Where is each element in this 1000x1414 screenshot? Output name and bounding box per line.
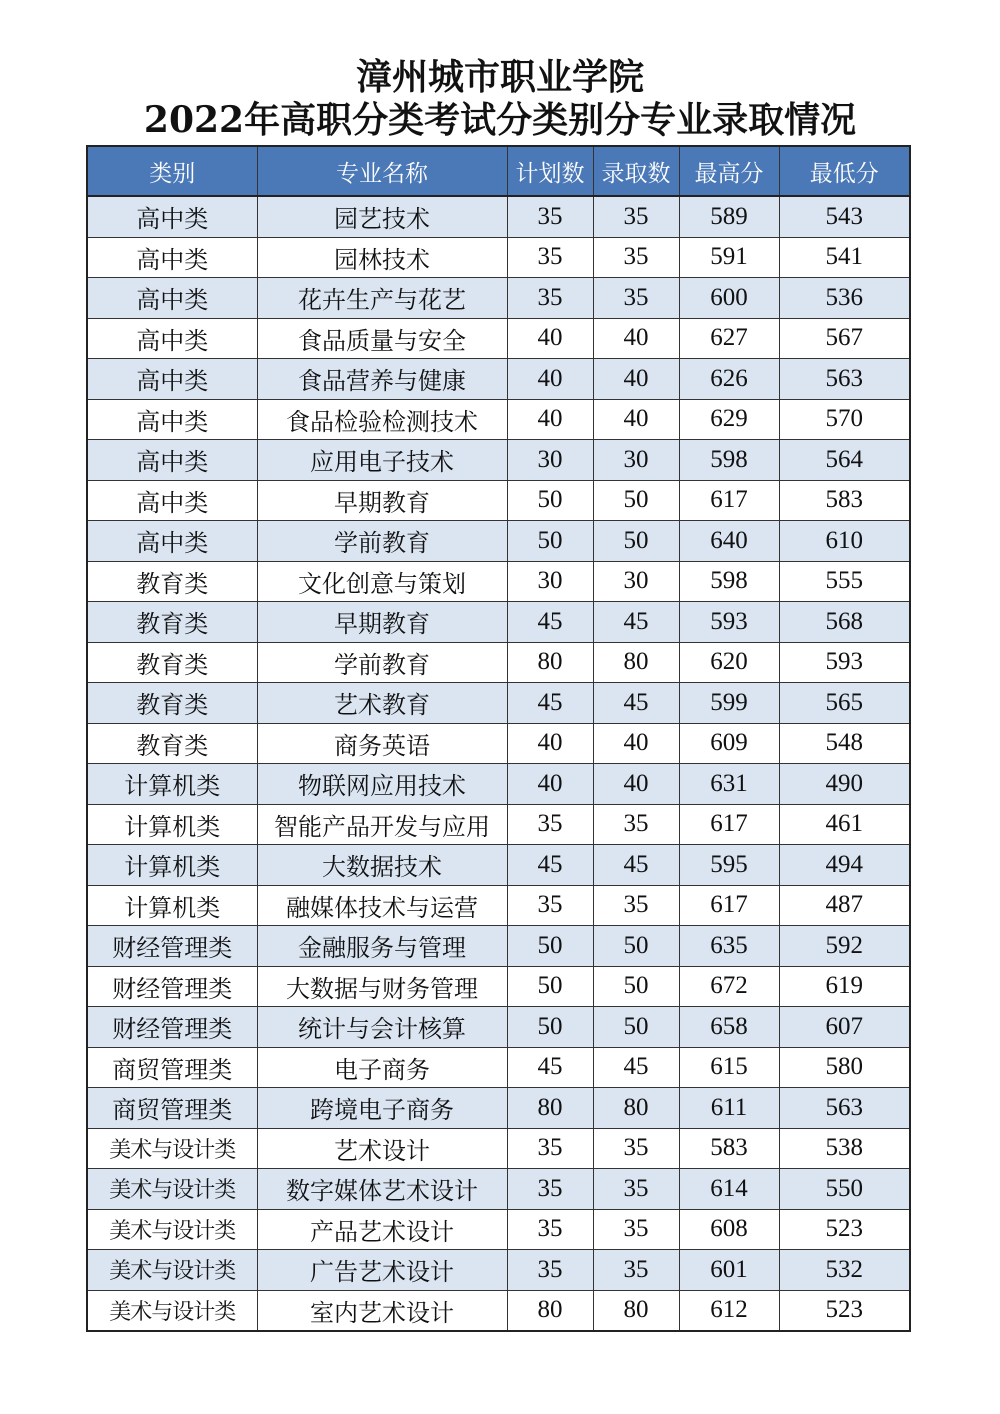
table-row	[87, 966, 910, 1007]
max-score-cell: 617	[679, 804, 779, 845]
admitted-cell: 50	[593, 480, 679, 521]
min-score-cell: 583	[779, 480, 910, 521]
table-row	[87, 1088, 910, 1129]
table-row	[87, 1047, 910, 1088]
max-score-cell: 612	[679, 1290, 779, 1331]
table-row	[87, 602, 910, 643]
plan-cell: 35	[507, 1128, 593, 1169]
major-cell: 花卉生产与花艺	[257, 278, 507, 319]
max-score-cell: 672	[679, 966, 779, 1007]
table-row	[87, 521, 910, 562]
category-cell: 教育类	[87, 723, 257, 764]
admitted-cell: 35	[593, 885, 679, 926]
table-body	[87, 196, 910, 1331]
admitted-cell: 40	[593, 764, 679, 805]
min-score-cell: 592	[779, 926, 910, 967]
table-row	[87, 399, 910, 440]
plan-cell: 40	[507, 359, 593, 400]
max-score-cell: 631	[679, 764, 779, 805]
document-subtitle: 2022年高职分类考试分类别分专业录取情况	[143, 99, 857, 141]
max-score-cell: 601	[679, 1250, 779, 1291]
header-max-score: 最高分	[679, 146, 779, 196]
major-cell: 统计与会计核算	[257, 1007, 507, 1048]
admitted-cell: 30	[593, 561, 679, 602]
admitted-cell: 50	[593, 926, 679, 967]
plan-cell: 40	[507, 399, 593, 440]
table-row	[87, 318, 910, 359]
min-score-cell: 564	[779, 440, 910, 481]
max-score-cell: 583	[679, 1128, 779, 1169]
major-cell: 物联网应用技术	[257, 764, 507, 805]
category-cell: 计算机类	[87, 804, 257, 845]
table-row	[87, 1209, 910, 1250]
plan-cell: 45	[507, 683, 593, 724]
admitted-cell: 35	[593, 278, 679, 319]
table-row	[87, 723, 910, 764]
plan-cell: 30	[507, 440, 593, 481]
plan-cell: 50	[507, 521, 593, 562]
category-cell: 美术与设计类	[87, 1128, 257, 1169]
admitted-cell: 50	[593, 1007, 679, 1048]
major-cell: 产品艺术设计	[257, 1209, 507, 1250]
max-score-cell: 640	[679, 521, 779, 562]
table-row	[87, 1290, 910, 1331]
max-score-cell: 589	[679, 196, 779, 237]
major-cell: 艺术设计	[257, 1128, 507, 1169]
category-cell: 商贸管理类	[87, 1047, 257, 1088]
admitted-cell: 45	[593, 602, 679, 643]
min-score-cell: 568	[779, 602, 910, 643]
table-row	[87, 440, 910, 481]
header-major: 专业名称	[257, 146, 507, 196]
max-score-cell: 598	[679, 440, 779, 481]
major-cell: 文化创意与策划	[257, 561, 507, 602]
admitted-cell: 35	[593, 1209, 679, 1250]
min-score-cell: 607	[779, 1007, 910, 1048]
major-cell: 大数据与财务管理	[257, 966, 507, 1007]
category-cell: 美术与设计类	[87, 1209, 257, 1250]
min-score-cell: 550	[779, 1169, 910, 1210]
category-cell: 教育类	[87, 561, 257, 602]
category-cell: 计算机类	[87, 885, 257, 926]
major-cell: 大数据技术	[257, 845, 507, 886]
major-cell: 室内艺术设计	[257, 1290, 507, 1331]
category-cell: 财经管理类	[87, 926, 257, 967]
major-cell: 商务英语	[257, 723, 507, 764]
admitted-cell: 30	[593, 440, 679, 481]
min-score-cell: 490	[779, 764, 910, 805]
table-row	[87, 926, 910, 967]
table-row	[87, 237, 910, 278]
admitted-cell: 35	[593, 1250, 679, 1291]
max-score-cell: 593	[679, 602, 779, 643]
admitted-cell: 40	[593, 723, 679, 764]
admitted-cell: 35	[593, 196, 679, 237]
max-score-cell: 614	[679, 1169, 779, 1210]
min-score-cell: 580	[779, 1047, 910, 1088]
category-cell: 美术与设计类	[87, 1250, 257, 1291]
table-row	[87, 885, 910, 926]
plan-cell: 45	[507, 1047, 593, 1088]
major-cell: 智能产品开发与应用	[257, 804, 507, 845]
admitted-cell: 40	[593, 318, 679, 359]
min-score-cell: 563	[779, 1088, 910, 1129]
max-score-cell: 609	[679, 723, 779, 764]
major-cell: 学前教育	[257, 642, 507, 683]
max-score-cell: 600	[679, 278, 779, 319]
major-cell: 园艺技术	[257, 196, 507, 237]
admitted-cell: 35	[593, 1128, 679, 1169]
category-cell: 财经管理类	[87, 966, 257, 1007]
max-score-cell: 598	[679, 561, 779, 602]
category-cell: 高中类	[87, 440, 257, 481]
min-score-cell: 563	[779, 359, 910, 400]
min-score-cell: 543	[779, 196, 910, 237]
table-row	[87, 1169, 910, 1210]
category-cell: 商贸管理类	[87, 1088, 257, 1129]
min-score-cell: 487	[779, 885, 910, 926]
min-score-cell: 593	[779, 642, 910, 683]
plan-cell: 50	[507, 926, 593, 967]
admitted-cell: 80	[593, 1088, 679, 1129]
admitted-cell: 35	[593, 1169, 679, 1210]
plan-cell: 35	[507, 1169, 593, 1210]
major-cell: 食品营养与健康	[257, 359, 507, 400]
major-cell: 应用电子技术	[257, 440, 507, 481]
table-row	[87, 359, 910, 400]
table-row	[87, 1007, 910, 1048]
max-score-cell: 635	[679, 926, 779, 967]
max-score-cell: 599	[679, 683, 779, 724]
table-row	[87, 278, 910, 319]
max-score-cell: 620	[679, 642, 779, 683]
min-score-cell: 541	[779, 237, 910, 278]
min-score-cell: 523	[779, 1209, 910, 1250]
table-row	[87, 480, 910, 521]
category-cell: 高中类	[87, 318, 257, 359]
major-cell: 食品检验检测技术	[257, 399, 507, 440]
header-category: 类别	[87, 146, 257, 196]
plan-cell: 50	[507, 480, 593, 521]
plan-cell: 30	[507, 561, 593, 602]
category-cell: 高中类	[87, 237, 257, 278]
header-min-score: 最低分	[779, 146, 910, 196]
max-score-cell: 658	[679, 1007, 779, 1048]
min-score-cell: 461	[779, 804, 910, 845]
category-cell: 计算机类	[87, 764, 257, 805]
admitted-cell: 50	[593, 521, 679, 562]
admitted-cell: 40	[593, 359, 679, 400]
min-score-cell: 548	[779, 723, 910, 764]
table-row	[87, 764, 910, 805]
table-row	[87, 1250, 910, 1291]
category-cell: 高中类	[87, 359, 257, 400]
table-row	[87, 1128, 910, 1169]
plan-cell: 80	[507, 642, 593, 683]
category-cell: 美术与设计类	[87, 1290, 257, 1331]
min-score-cell: 619	[779, 966, 910, 1007]
plan-cell: 35	[507, 1209, 593, 1250]
max-score-cell: 627	[679, 318, 779, 359]
admitted-cell: 80	[593, 642, 679, 683]
major-cell: 金融服务与管理	[257, 926, 507, 967]
category-cell: 教育类	[87, 683, 257, 724]
table-row	[87, 561, 910, 602]
plan-cell: 80	[507, 1290, 593, 1331]
major-cell: 早期教育	[257, 480, 507, 521]
min-score-cell: 610	[779, 521, 910, 562]
plan-cell: 35	[507, 885, 593, 926]
major-cell: 艺术教育	[257, 683, 507, 724]
category-cell: 教育类	[87, 642, 257, 683]
min-score-cell: 532	[779, 1250, 910, 1291]
min-score-cell: 523	[779, 1290, 910, 1331]
admitted-cell: 50	[593, 966, 679, 1007]
table-header-row	[87, 146, 910, 196]
table-row	[87, 683, 910, 724]
category-cell: 教育类	[87, 602, 257, 643]
table-row	[87, 642, 910, 683]
major-cell: 融媒体技术与运营	[257, 885, 507, 926]
max-score-cell: 611	[679, 1088, 779, 1129]
max-score-cell: 626	[679, 359, 779, 400]
admission-table	[86, 145, 911, 1332]
category-cell: 计算机类	[87, 845, 257, 886]
max-score-cell: 617	[679, 885, 779, 926]
category-cell: 美术与设计类	[87, 1169, 257, 1210]
document-title: 漳州城市职业学院	[355, 56, 644, 98]
min-score-cell: 565	[779, 683, 910, 724]
admitted-cell: 35	[593, 804, 679, 845]
min-score-cell: 536	[779, 278, 910, 319]
major-cell: 园林技术	[257, 237, 507, 278]
major-cell: 食品质量与安全	[257, 318, 507, 359]
max-score-cell: 629	[679, 399, 779, 440]
category-cell: 高中类	[87, 278, 257, 319]
max-score-cell: 615	[679, 1047, 779, 1088]
admitted-cell: 40	[593, 399, 679, 440]
plan-cell: 50	[507, 1007, 593, 1048]
plan-cell: 45	[507, 845, 593, 886]
plan-cell: 35	[507, 196, 593, 237]
max-score-cell: 591	[679, 237, 779, 278]
table-row	[87, 804, 910, 845]
category-cell: 财经管理类	[87, 1007, 257, 1048]
admitted-cell: 35	[593, 237, 679, 278]
admitted-cell: 45	[593, 1047, 679, 1088]
major-cell: 跨境电子商务	[257, 1088, 507, 1129]
plan-cell: 35	[507, 237, 593, 278]
category-cell: 高中类	[87, 399, 257, 440]
min-score-cell: 570	[779, 399, 910, 440]
max-score-cell: 617	[679, 480, 779, 521]
category-cell: 高中类	[87, 196, 257, 237]
major-cell: 电子商务	[257, 1047, 507, 1088]
min-score-cell: 567	[779, 318, 910, 359]
plan-cell: 40	[507, 723, 593, 764]
admitted-cell: 45	[593, 845, 679, 886]
admitted-cell: 45	[593, 683, 679, 724]
plan-cell: 40	[507, 318, 593, 359]
admitted-cell: 80	[593, 1290, 679, 1331]
max-score-cell: 608	[679, 1209, 779, 1250]
category-cell: 高中类	[87, 521, 257, 562]
plan-cell: 40	[507, 764, 593, 805]
header-admitted: 录取数	[593, 146, 679, 196]
min-score-cell: 555	[779, 561, 910, 602]
table-row	[87, 845, 910, 886]
category-cell: 高中类	[87, 480, 257, 521]
plan-cell: 45	[507, 602, 593, 643]
table-row	[87, 196, 910, 237]
major-cell: 早期教育	[257, 602, 507, 643]
plan-cell: 35	[507, 278, 593, 319]
plan-cell: 35	[507, 804, 593, 845]
major-cell: 广告艺术设计	[257, 1250, 507, 1291]
header-plan: 计划数	[507, 146, 593, 196]
major-cell: 学前教育	[257, 521, 507, 562]
plan-cell: 35	[507, 1250, 593, 1291]
max-score-cell: 595	[679, 845, 779, 886]
plan-cell: 50	[507, 966, 593, 1007]
min-score-cell: 494	[779, 845, 910, 886]
plan-cell: 80	[507, 1088, 593, 1129]
min-score-cell: 538	[779, 1128, 910, 1169]
major-cell: 数字媒体艺术设计	[257, 1169, 507, 1210]
